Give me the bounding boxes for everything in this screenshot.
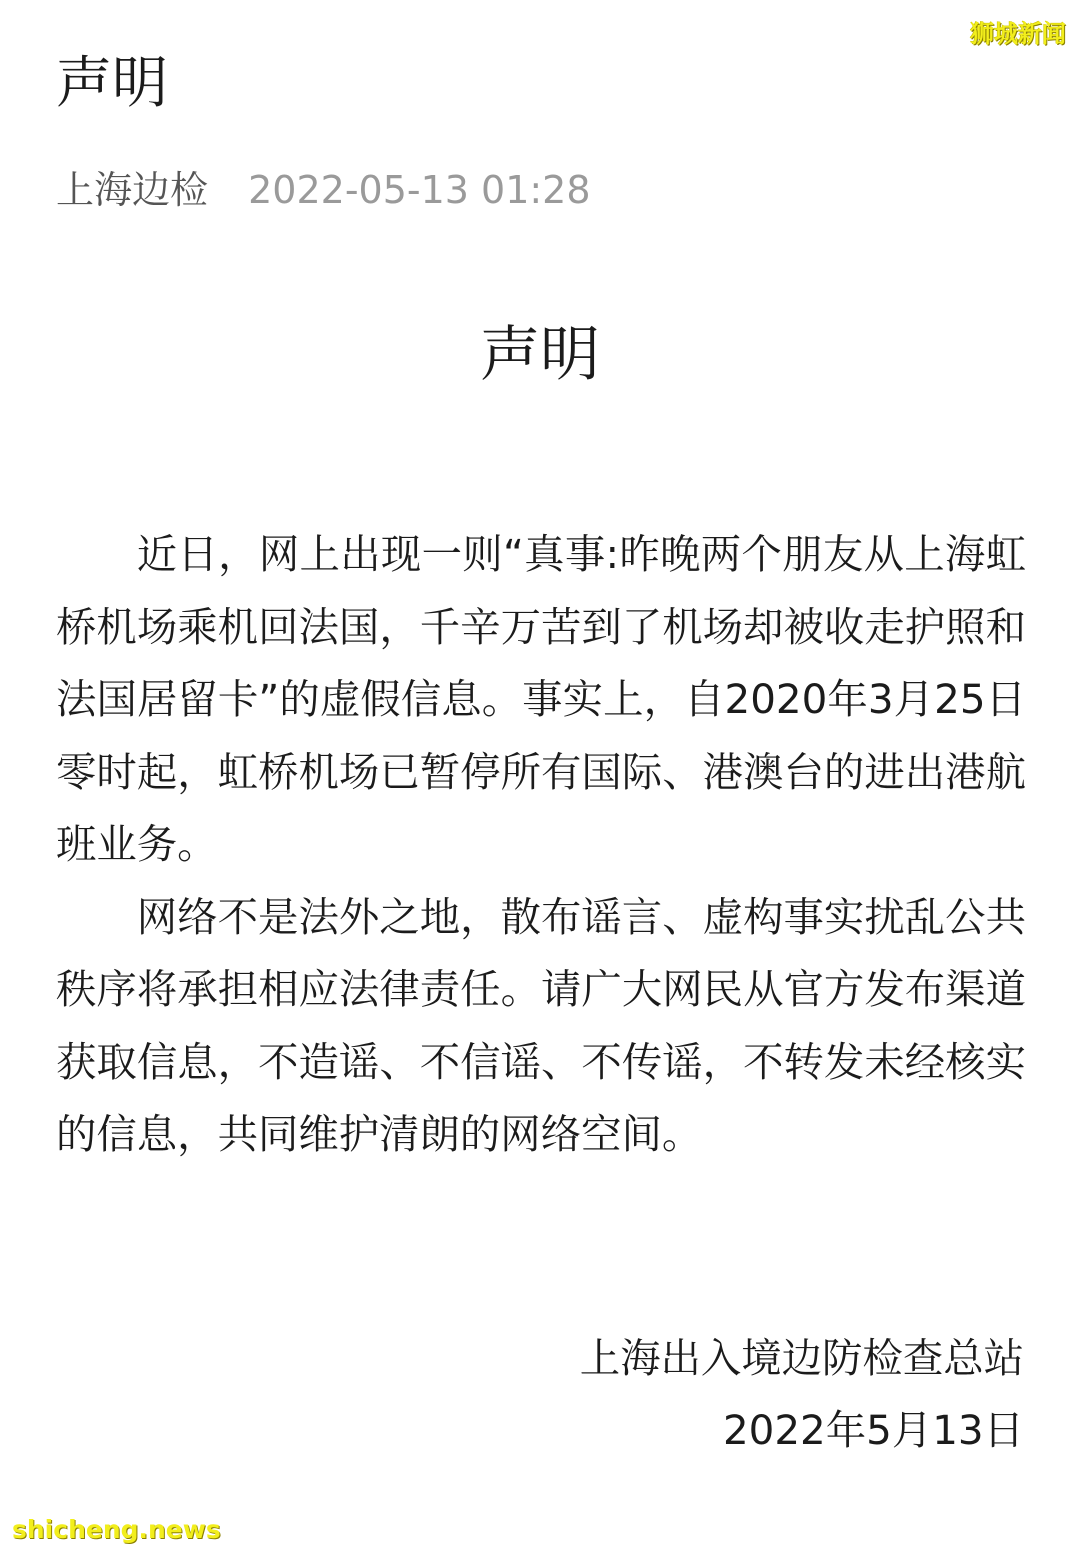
body-paragraph: 网络不是法外之地，散布谣言、虚构事实扰乱公共秩序将承担相应法律责任。请广大网民从官方发布渠道获取信息，不造谣、不信谣、不传谣，不转发未经核实的信息，共同维护清朗的网络空间。 — [56, 892, 1026, 1158]
watermark-bottom-left: shicheng.news — [12, 1515, 221, 1544]
publish-time: 2022-05-13 01:28 — [248, 168, 591, 212]
signature-block — [580, 1322, 1024, 1466]
watermark-top-right: 狮城新闻 — [970, 20, 1066, 48]
article-meta — [56, 166, 591, 214]
signature-date: 2022年5月13日 — [722, 1406, 1024, 1454]
signature-organization: 上海出入境边防检查总站 — [579, 1334, 1024, 1382]
article-title: 声明 — [56, 51, 168, 116]
account-name-link[interactable]: 上海边检 — [56, 168, 209, 212]
body-paragraph: 近日，网上出现一则“真事:昨晚两个朋友从上海虹桥机场乘机回法国，千辛万苦到了机场却被收走护照和法国居留卡”的虚假信息。事实上，自2020年3月25日零时起，虹桥机场已暂停所有国际、港澳台的进出港航班业务。 — [56, 530, 1026, 868]
document-heading: 声明 — [480, 320, 600, 390]
document-body — [56, 518, 1026, 1171]
